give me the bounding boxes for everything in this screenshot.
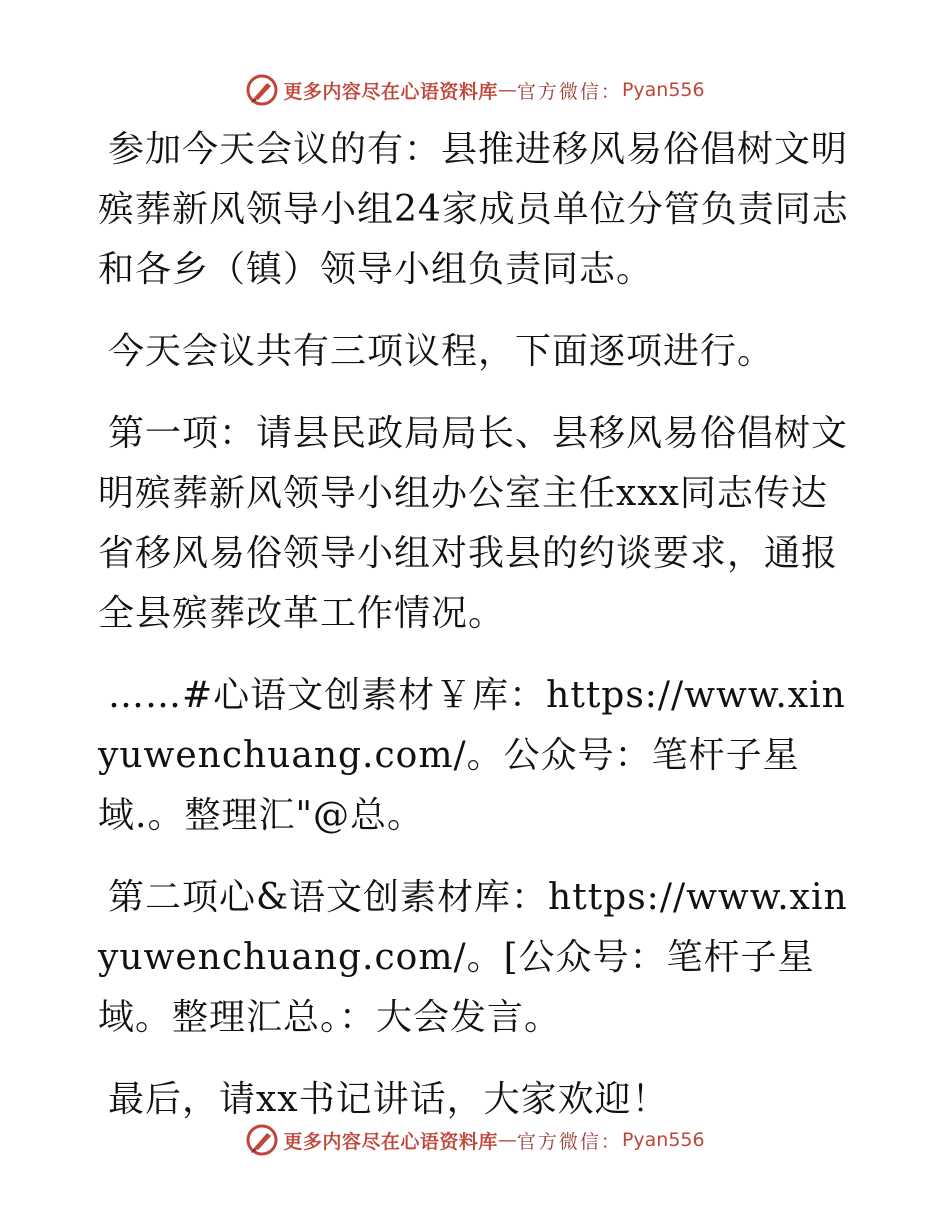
- paragraph-agenda-intro: 今天会议共有三项议程，下面逐项进行。: [108, 331, 775, 372]
- paragraph-item-two: 第二项心&语文创素材库：https://www.xinyuwenchuang.com/。[公众号：笔杆子星域。整理汇总。：大会发言。: [98, 877, 848, 1038]
- paragraph-item-one: 第一项：请县民政局局长、县移风易俗倡树文明殡葬新风领导小组办公室主任xxx同志传达省移风易俗领导小组对我县的约谈要求，通报全县殡葬改革工作情况。: [98, 413, 849, 634]
- banner-wechat-id: Pyan556: [621, 79, 705, 101]
- footer-wechat-label: 官方微信：: [516, 1130, 622, 1153]
- paragraph-watermark-one: ……#心语文创素材￥库：https://www.xinyuwenchuang.com/。公众号：笔杆子星域.。整理汇"@总。: [98, 675, 846, 836]
- banner-brand: 更多内容尽在心语资料库: [283, 80, 498, 103]
- footer-separator: —: [497, 1129, 517, 1151]
- paragraph-closing: 最后，请xx书记讲话，大家欢迎！: [108, 1079, 669, 1120]
- banner-wechat-label: 官方微信：: [516, 80, 622, 103]
- footer-brand: 更多内容尽在心语资料库: [283, 1130, 498, 1153]
- header-banner: [0, 70, 950, 110]
- banner-separator: —: [497, 79, 517, 101]
- paragraph-attendees: 参加今天会议的有：县推进移风易俗倡树文明殡葬新风领导小组24家成员单位分管负责同志和各乡（镇）领导小组负责同志。: [98, 129, 849, 290]
- footer-wechat-id: Pyan556: [621, 1129, 705, 1151]
- quill-logo-icon: [245, 1123, 279, 1157]
- quill-logo-icon: [245, 73, 279, 107]
- footer-banner: [0, 1120, 950, 1160]
- document-body: [98, 120, 858, 1152]
